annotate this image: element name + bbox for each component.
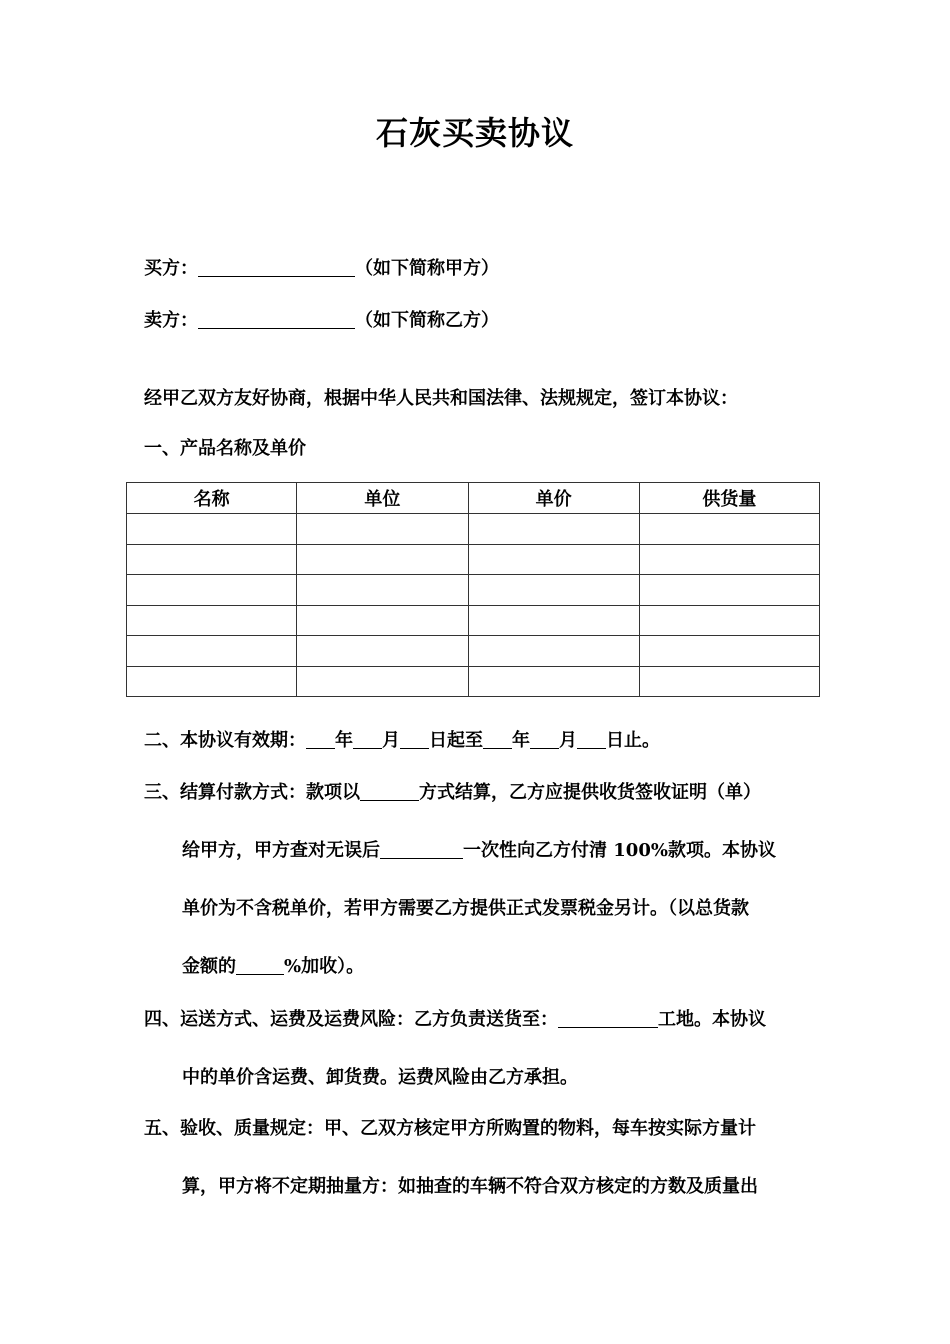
table-cell[interactable] (127, 605, 297, 636)
section2-line (144, 726, 660, 752)
table-cell[interactable] (639, 514, 819, 545)
start-year-blank[interactable] (306, 730, 335, 749)
col-header-quantity: 供货量 (639, 483, 819, 514)
table-cell[interactable] (297, 544, 468, 575)
section4-text: 四、运送方式、运费及运费风险：乙方负责送货至： (144, 1009, 558, 1030)
table-row (127, 575, 820, 606)
buyer-line (144, 254, 499, 280)
buyer-name-blank[interactable] (198, 258, 355, 277)
section4-line2: 中的单价含运费、卸货费。运费风险由乙方承担。 (182, 1067, 578, 1088)
table-header-row (127, 483, 820, 514)
buyer-label: 买方： (144, 258, 198, 279)
section4-line1 (144, 1005, 766, 1031)
table-cell[interactable] (639, 636, 819, 667)
section3-line4 (182, 952, 364, 978)
section3-line1 (144, 778, 761, 804)
table-row (127, 605, 820, 636)
delivery-site-blank[interactable] (558, 1009, 658, 1028)
section3-text: 给甲方，甲方查对无误后 (182, 840, 380, 861)
day-label: 日止。 (606, 730, 660, 751)
table-row (127, 666, 820, 697)
table-cell[interactable] (639, 544, 819, 575)
table-cell[interactable] (468, 544, 639, 575)
intro-text: 经甲乙双方友好协商，根据中华人民共和国法律、法规规定，签订本协议： (144, 388, 738, 409)
table-cell[interactable] (127, 514, 297, 545)
payment-method-blank[interactable] (360, 782, 419, 801)
payment-time-blank[interactable] (380, 840, 463, 859)
section3-text: 三、结算付款方式：款项以 (144, 782, 360, 803)
col-header-unit: 单位 (297, 483, 468, 514)
section5-line1: 五、验收、质量规定：甲、乙双方核定甲方所购置的物料，每车按实际方量计 (144, 1118, 756, 1139)
table-cell[interactable] (127, 575, 297, 606)
year-label: 年 (512, 730, 530, 751)
document-title: 石灰买卖协议 (375, 114, 574, 152)
table-cell[interactable] (468, 666, 639, 697)
table-row (127, 544, 820, 575)
tax-rate-blank[interactable] (236, 956, 284, 975)
start-day-blank[interactable] (400, 730, 429, 749)
table-cell[interactable] (468, 605, 639, 636)
end-day-blank[interactable] (577, 730, 606, 749)
table-cell[interactable] (127, 544, 297, 575)
seller-line (144, 306, 499, 332)
section1-heading: 一、产品名称及单价 (144, 438, 306, 459)
section3-text: 一次性向乙方付清 100%款项。本协议 (463, 840, 776, 861)
col-header-price: 单价 (468, 483, 639, 514)
table-cell[interactable] (297, 666, 468, 697)
seller-name-blank[interactable] (198, 310, 355, 329)
end-year-blank[interactable] (483, 730, 512, 749)
section2-prefix: 二、本协议有效期： (144, 730, 306, 751)
buyer-suffix: （如下简称甲方） (355, 258, 499, 279)
table-cell[interactable] (297, 514, 468, 545)
table-cell[interactable] (297, 636, 468, 667)
start-month-blank[interactable] (353, 730, 382, 749)
section3-text: 金额的 (182, 956, 236, 977)
table-cell[interactable] (297, 575, 468, 606)
table-cell[interactable] (297, 605, 468, 636)
section4-text: 工地。本协议 (658, 1009, 766, 1030)
table-cell[interactable] (127, 636, 297, 667)
section3-line3: 单价为不含税单价，若甲方需要乙方提供正式发票税金另计。（以总货款 (182, 898, 749, 919)
table-cell[interactable] (468, 636, 639, 667)
col-header-name: 名称 (127, 483, 297, 514)
table-row (127, 514, 820, 545)
table-cell[interactable] (639, 666, 819, 697)
section3-text: 方式结算，乙方应提供收货签收证明（单） (419, 782, 761, 803)
seller-label: 卖方： (144, 310, 198, 331)
table-cell[interactable] (468, 575, 639, 606)
section5-line2: 算，甲方将不定期抽量方：如抽查的车辆不符合双方核定的方数及质量出 (182, 1176, 758, 1197)
table-cell[interactable] (468, 514, 639, 545)
table-cell[interactable] (639, 605, 819, 636)
table-row (127, 636, 820, 667)
month-label: 月 (382, 730, 400, 751)
table-cell[interactable] (127, 666, 297, 697)
table-cell[interactable] (639, 575, 819, 606)
day-label: 日起至 (429, 730, 483, 751)
end-month-blank[interactable] (530, 730, 559, 749)
section3-line2 (182, 836, 776, 862)
product-table (126, 482, 820, 697)
year-label: 年 (335, 730, 353, 751)
month-label: 月 (559, 730, 577, 751)
seller-suffix: （如下简称乙方） (355, 310, 499, 331)
section3-text: %加收）。 (284, 956, 365, 977)
